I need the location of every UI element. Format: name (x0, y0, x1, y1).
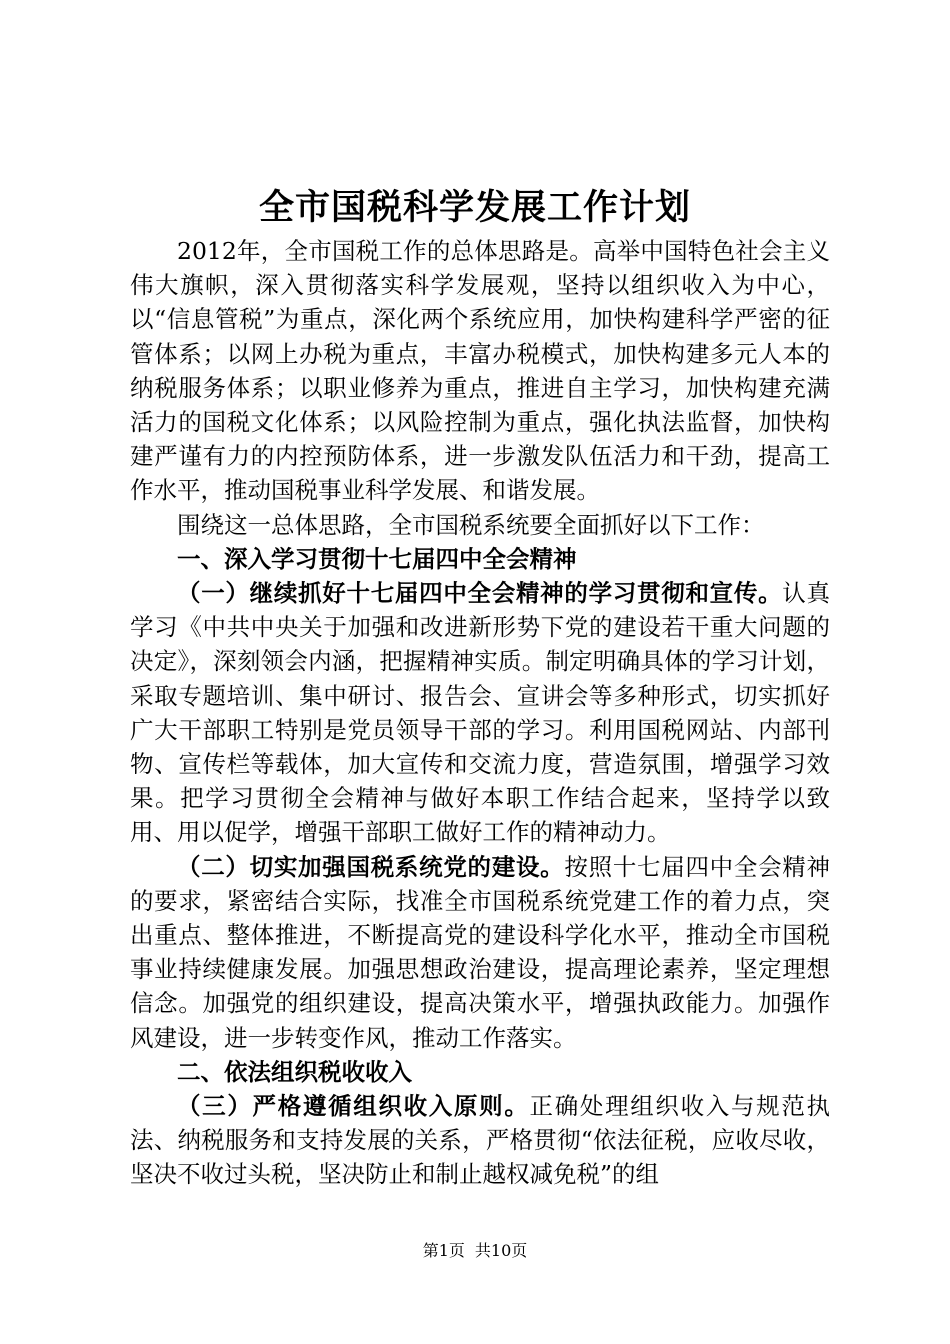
item-3-text: 正确处理组织收入与规范执法、纳税服务和支持发展的关系，严格贯彻“依法征税，应收尽收，坚决不收过头税，坚决防止和制止越权减免税”的组 (130, 1092, 831, 1189)
item-2-text: 按照十七届四中全会精神的要求，紧密结合实际，找准全市国税系统党建工作的着力点，突出重点、整体推进，不断提高党的建设科学化水平，推动全市国税事业持续健康发展。加强思想政治建设，提高理论素养，坚定理想信念。加强党的组织建设，提高决策水平，增强执政能力。加强作风建设，进一步转变作风，推动工作落实。 (130, 852, 831, 1052)
section-heading-1: 一、深入学习贯彻十七届四中全会精神 (177, 544, 577, 573)
item-1-text: 认真学习《中共中央关于加强和改进新形势下党的建设若干重大问题的决定》，深刻领会内涵，把握精神实质。制定明确具体的学习计划，采取专题培训、集中研讨、报告会、宣讲会等多种形式，切实抓好广大干部职工特别是党员领导干部的学习。利用国税网站、内部刊物、宣传栏等载体，加大宣传和交流力度，营造氛围，增强学习效果。把学习贯彻全会精神与做好本职工作结合起来，坚持学以致用、用以促学，增强干部职工做好工作的精神动力。 (130, 579, 831, 847)
page-footer (0, 1240, 950, 1262)
paragraph-item-2 (130, 850, 830, 1055)
paragraph-intro: 2012年，全市国税工作的总体思路是。高举中国特色社会主义伟大旗帜，深入贯彻落实科学发展观，坚持以组织收入为中心，以“信息管税”为重点，深化两个系统应用，加快构建科学严密的征管体系；以网上办税为重点，丰富办税模式，加快构建多元人本的纳税服务体系；以职业修养为重点，推进自主学习，加快构建充满活力的国税文化体系；以风险控制为重点，强化执法监督，加快构建严谨有力的内控预防体系，进一步激发队伍活力和干劲，提高工作水平，推动国税事业科学发展、和谐发展。 (130, 237, 830, 505)
paragraph-transition: 围绕这一总体思路，全市国税系统要全面抓好以下工作： (177, 510, 765, 539)
page-total: 共10页 (474, 1241, 528, 1260)
item-2-lead: （二）切实加强国税系统党的建设。 (177, 852, 565, 881)
document-body (130, 234, 830, 1192)
item-3-lead: （三）严格遵循组织收入原则。 (177, 1092, 530, 1121)
section-heading-2: 二、依法组织税收收入 (177, 1057, 412, 1086)
document-title: 全市国税科学发展工作计划 (258, 187, 691, 228)
paragraph-item-1 (130, 576, 830, 850)
item-1-lead: （一）继续抓好十七届四中全会精神的学习贯彻和宣传。 (177, 579, 783, 608)
paragraph-item-3 (130, 1089, 830, 1192)
page-number: 第1页 (422, 1241, 465, 1260)
